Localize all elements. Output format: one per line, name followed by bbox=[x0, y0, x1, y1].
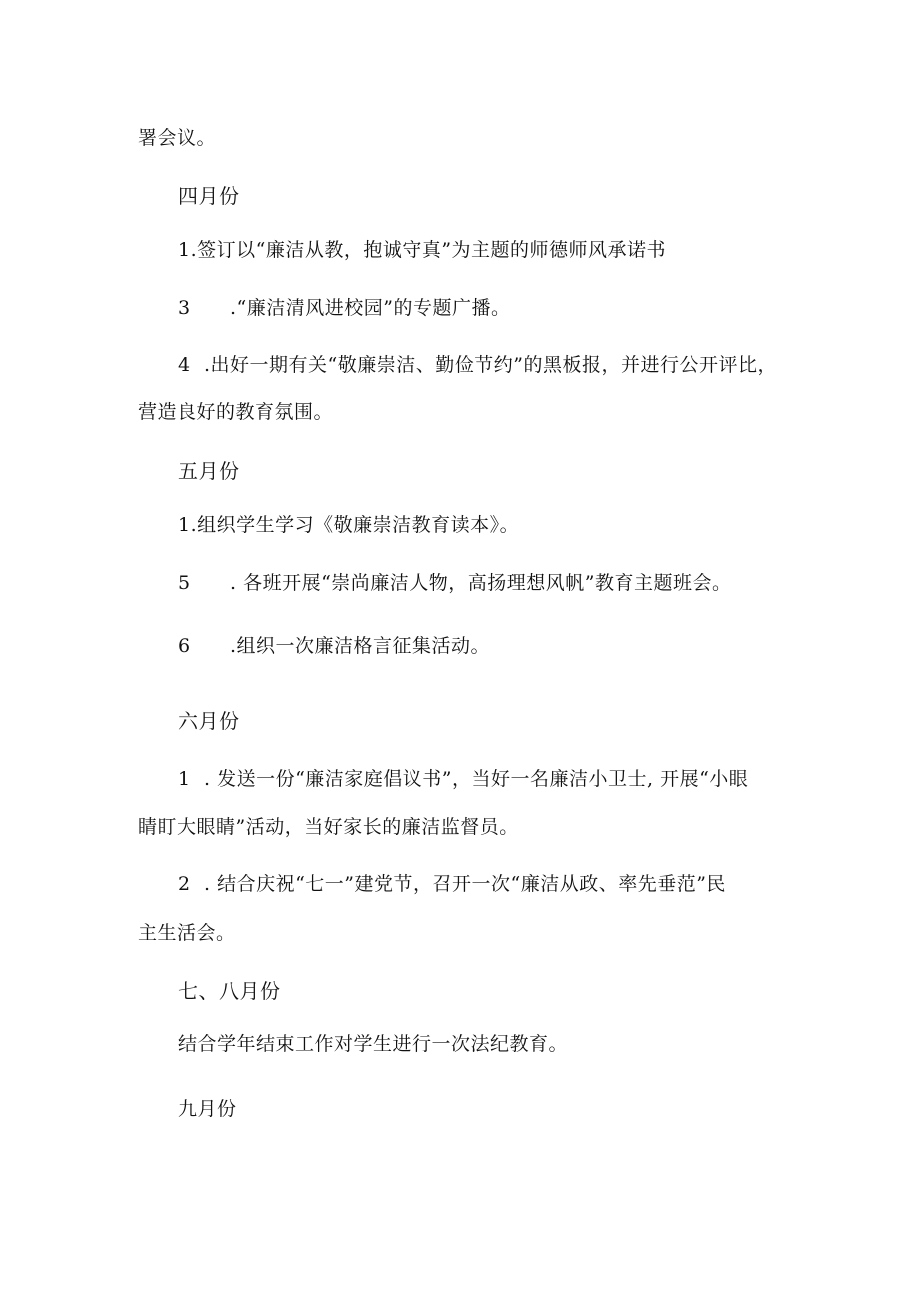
july-august-heading: 七、八月份 bbox=[178, 979, 281, 1003]
june-item-1-line-2: 睛盯大眼睛”活动，当好家长的廉洁监督员。 bbox=[138, 816, 519, 838]
april-item-3-line-2: 营造良好的教育氛围。 bbox=[138, 401, 334, 423]
may-item-3 bbox=[178, 634, 490, 658]
may-item-2-text: . 各班开展“崇尚廉洁人物，高扬理想风帆”教育主题班会。 bbox=[230, 572, 732, 594]
june-item-2-line-1: . 结合庆祝“七一”建党节，召开一次“廉洁从政、率先垂范”民 bbox=[204, 873, 726, 895]
april-item-2 bbox=[178, 296, 510, 320]
june-item-1-number: 1 bbox=[178, 768, 191, 790]
may-item-3-number: 6 bbox=[178, 635, 191, 657]
may-item-1: 1.组织学生学习《敬廉崇洁教育读本》。 bbox=[178, 514, 520, 536]
april-item-3 bbox=[178, 353, 777, 377]
july-august-item-1: 结合学年结束工作对学生进行一次法纪教育。 bbox=[178, 1033, 569, 1055]
june-item-2 bbox=[178, 872, 726, 896]
june-item-2-line-2: 主生活会。 bbox=[138, 922, 236, 944]
april-item-3-line-1: .出好一期有关“敬廉崇洁、勤俭节约”的黑板报，并进行公开评比， bbox=[204, 354, 777, 376]
april-heading: 四月份 bbox=[178, 184, 240, 208]
june-heading: 六月份 bbox=[178, 709, 240, 733]
june-item-2-number: 2 bbox=[178, 873, 191, 895]
june-item-1 bbox=[178, 767, 748, 791]
may-heading: 五月份 bbox=[178, 459, 240, 483]
april-item-1: 1.签订以“廉洁从教，抱诚守真”为主题的师德师风承诺书 bbox=[178, 239, 667, 261]
may-item-2 bbox=[178, 571, 732, 595]
may-item-3-text: .组织一次廉洁格言征集活动。 bbox=[230, 635, 491, 657]
intro-tail-text: 署会议。 bbox=[138, 127, 217, 149]
september-heading: 九月份 bbox=[178, 1098, 237, 1120]
may-item-2-number: 5 bbox=[178, 572, 191, 594]
june-item-1-line-1: . 发送一份“廉洁家庭倡议书”，当好一名廉洁小卫士, 开展“小眼 bbox=[204, 768, 749, 790]
april-item-2-text: .“廉洁清风进校园”的专题广播。 bbox=[230, 297, 511, 319]
april-item-2-number: 3 bbox=[178, 297, 191, 319]
april-item-3-number: 4 bbox=[178, 354, 191, 376]
